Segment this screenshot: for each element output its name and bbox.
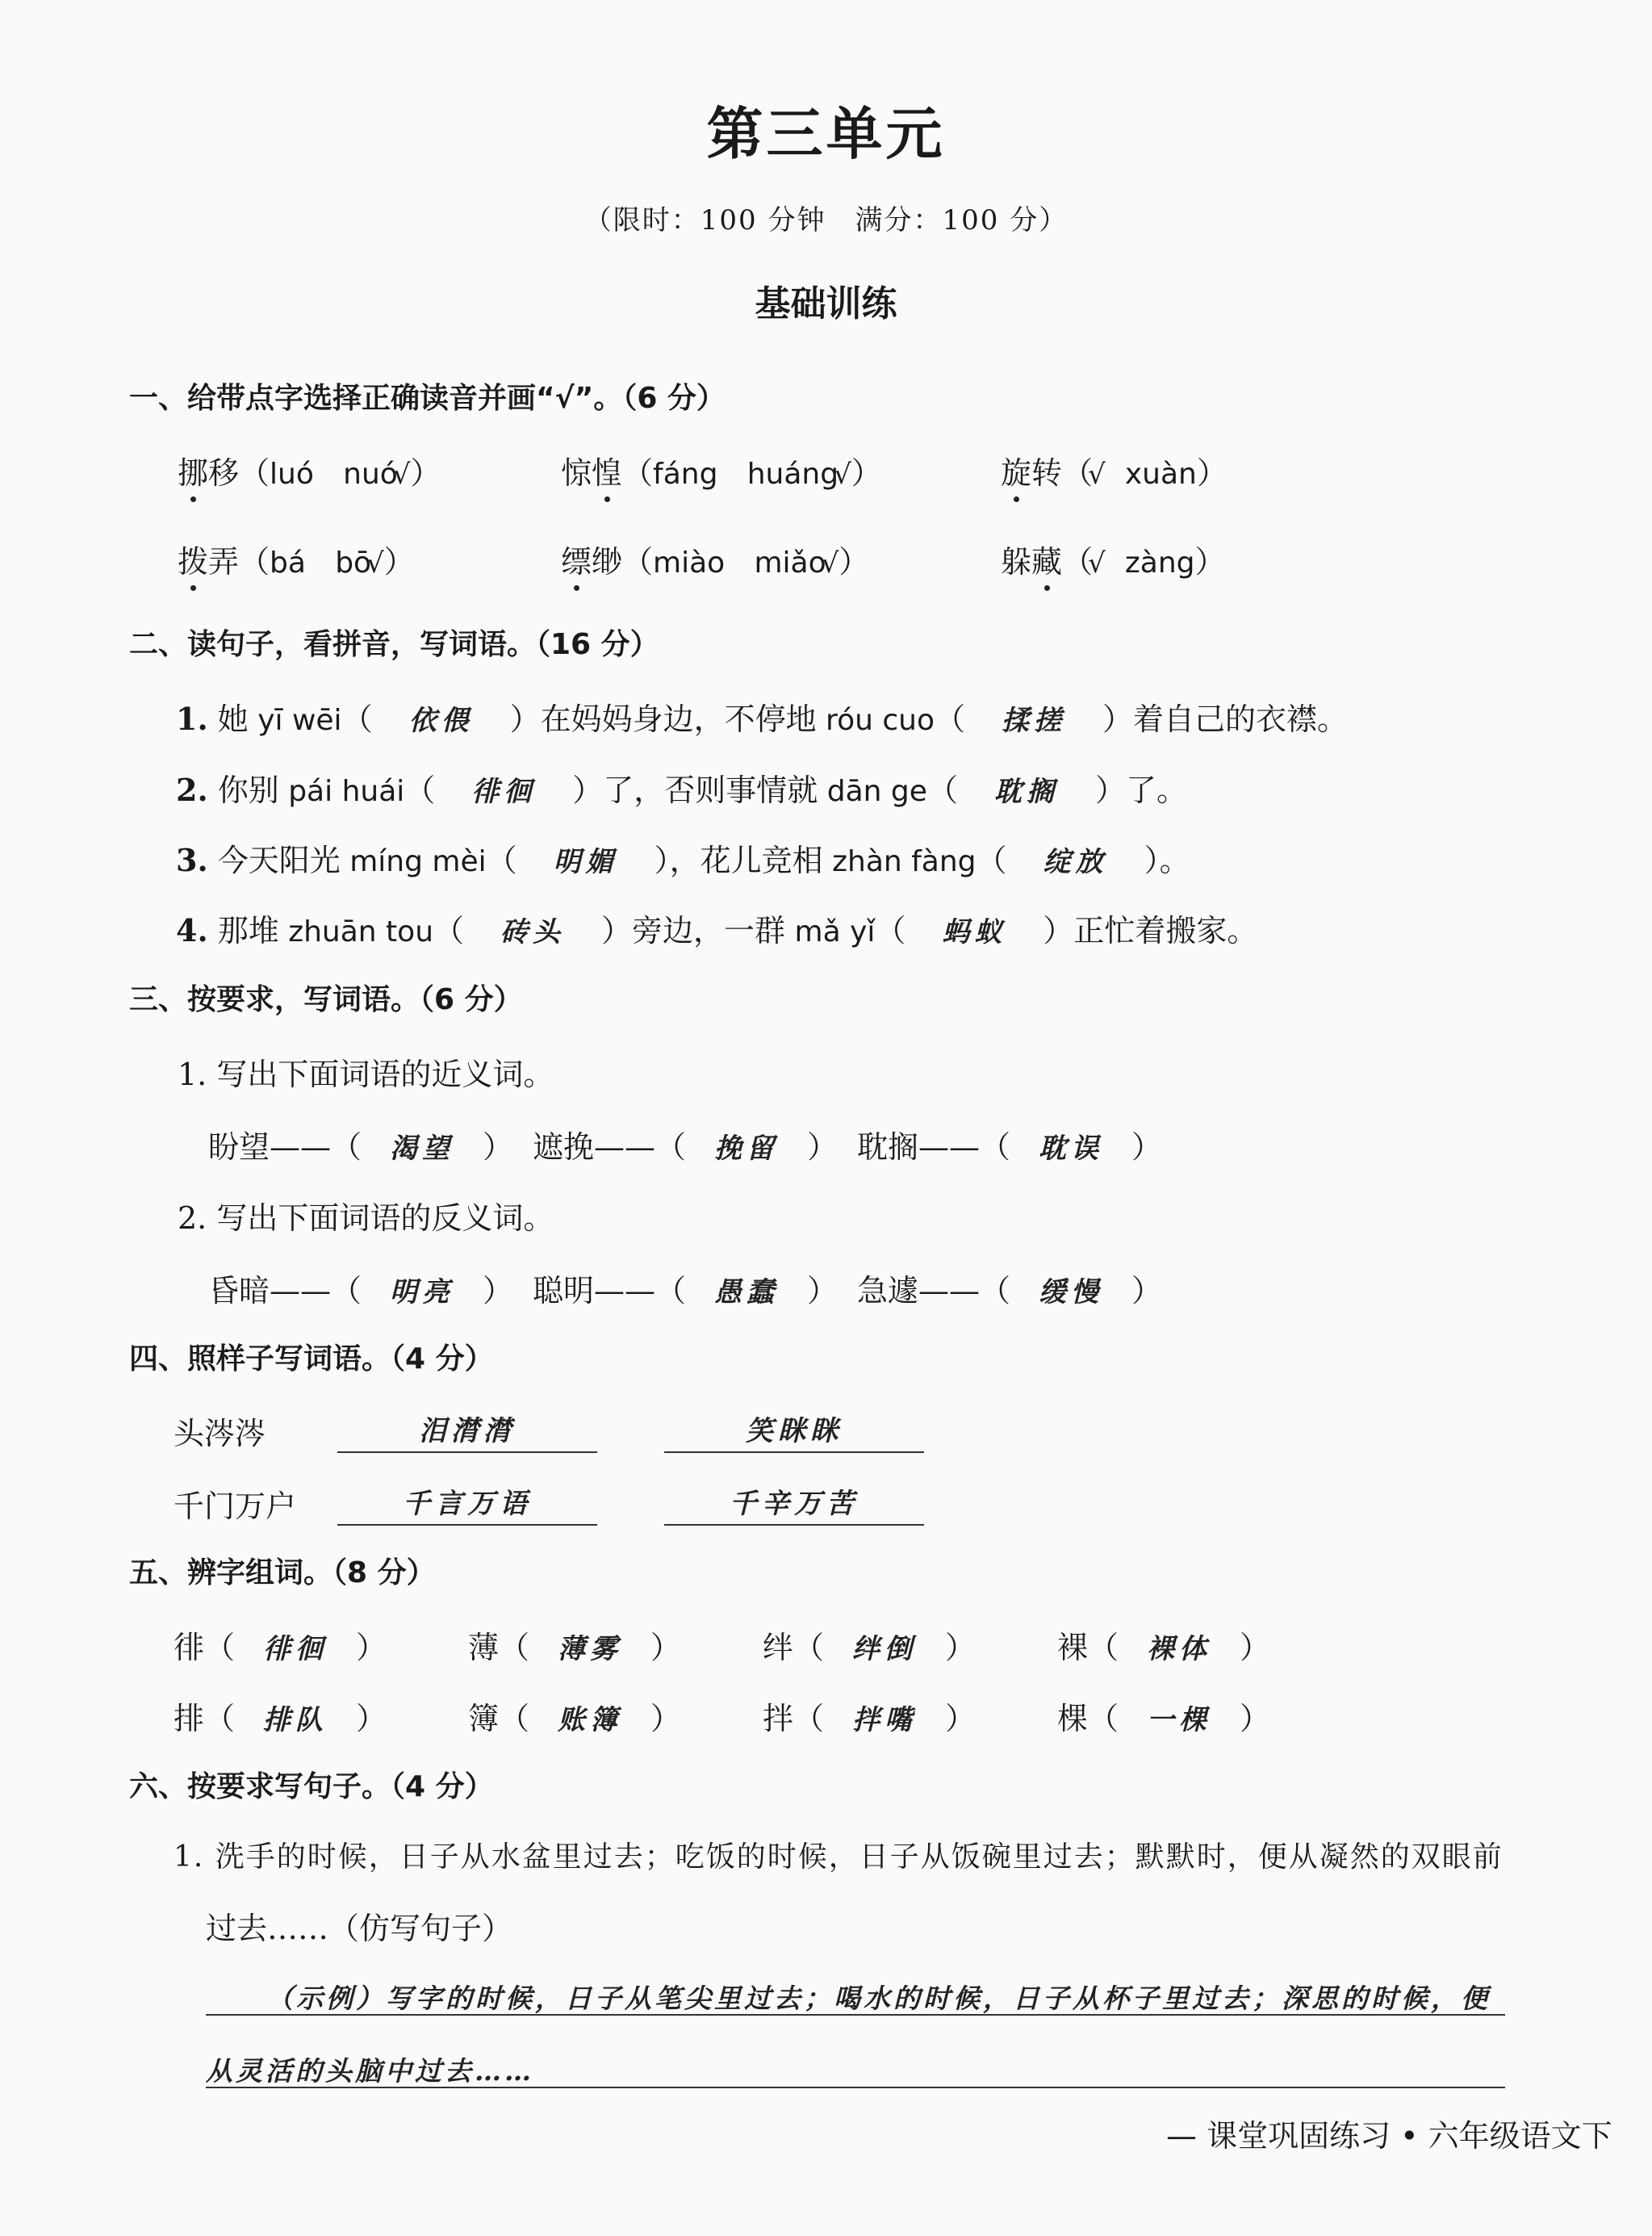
page-title: 第三单元 <box>706 100 946 167</box>
q5-paren: （ <box>499 1701 530 1736</box>
q2-pinyin: zhuān tou <box>278 915 434 948</box>
q1-char: 躲 <box>1001 544 1032 580</box>
q5-char: 徘 <box>174 1630 205 1665</box>
q5-paren: （ <box>204 1701 236 1736</box>
q5-char: 裸 <box>1057 1630 1089 1665</box>
q3-paren: ） <box>1131 1129 1163 1165</box>
q5-answer: 拌嘴 <box>852 1704 918 1736</box>
q5-paren: ） <box>945 1701 977 1736</box>
q2-text: 了，否则事情就 <box>603 773 818 808</box>
q2-text: ，花儿竞相 <box>669 843 823 878</box>
q1-char: ） <box>851 455 882 491</box>
q2-paren: （ <box>486 843 517 878</box>
q1-char: ） <box>839 544 870 580</box>
q3-answer: 缓慢 <box>1039 1276 1104 1309</box>
q2-pinyin: yī wēi <box>248 704 342 737</box>
q5-char: 薄 <box>468 1630 500 1665</box>
q2-pinyin: pái huái <box>278 775 405 808</box>
q3-pair <box>208 1266 513 1310</box>
q1-char: 缈（ <box>592 544 654 580</box>
q5-answer: 排队 <box>263 1704 328 1736</box>
q4-answer: 千言万语 <box>337 1481 597 1526</box>
q5-item <box>174 1694 387 1738</box>
section-title: 基础训练 <box>755 283 897 325</box>
q2-paren: ） <box>601 913 633 948</box>
q2-paren: （ <box>433 913 465 948</box>
q5-title: 五、辨字组词。（8 分） <box>129 1556 436 1589</box>
q1-item <box>178 448 441 492</box>
q3-sub1: 1. 写出下面词语的近义词。 <box>178 1057 554 1092</box>
answer-rule-1 <box>206 2014 1505 2016</box>
q5-paren: ） <box>650 1630 682 1665</box>
q3-pair <box>208 1122 513 1166</box>
q2-answer: 砖头 <box>500 916 566 948</box>
q4-answer: 泪潸潸 <box>337 1409 597 1453</box>
q5-item <box>763 1623 976 1667</box>
q2-pinyin: dān ge <box>818 775 927 808</box>
q5-paren: ） <box>356 1701 387 1736</box>
q6-sentence-line2: 过去……（仿写句子） <box>206 1911 513 1946</box>
q5-paren: （ <box>793 1630 825 1665</box>
q5-paren: （ <box>499 1630 530 1665</box>
q5-char: 簿 <box>468 1701 500 1736</box>
q1-option-b: nuó <box>343 458 398 491</box>
q3-paren: （ <box>980 1273 1011 1309</box>
q1-option-b: bō <box>335 546 372 580</box>
q1-dotted-char: 缥 <box>561 544 592 580</box>
q2-paren: ） <box>1102 701 1134 737</box>
q1-char: ） <box>383 544 415 580</box>
q1-option-a: fáng <box>653 458 718 491</box>
q3-paren: ） <box>483 1129 514 1165</box>
q3-word: 耽搁 <box>857 1129 919 1165</box>
q5-paren: （ <box>204 1630 236 1665</box>
check-mark: √ <box>821 547 839 580</box>
check-mark: √ <box>1088 459 1106 491</box>
q2-paren: （ <box>341 701 373 737</box>
q2-answer: 明媚 <box>553 846 618 878</box>
q1-dotted-char: 旋 <box>1001 455 1032 491</box>
q2-sentence <box>176 835 1190 880</box>
q3-dash: —— <box>270 1129 332 1165</box>
q3-paren: （ <box>655 1273 687 1309</box>
q5-answer: 绊倒 <box>852 1633 918 1665</box>
q2-number: 2. <box>176 772 208 808</box>
q3-answer: 愚蠢 <box>714 1276 780 1309</box>
q2-text: 旁边，一群 <box>632 913 786 948</box>
q2-text: 今天阳光 <box>207 843 341 878</box>
q4-answer: 千辛万苦 <box>664 1481 924 1526</box>
q3-pair <box>533 1266 838 1310</box>
q1-option-a: miào <box>653 546 726 580</box>
q3-pair <box>857 1266 1162 1310</box>
q5-char: 排 <box>174 1701 205 1736</box>
q2-number: 4. <box>176 912 208 948</box>
q2-paren: ） <box>509 701 541 737</box>
q2-paren: （ <box>404 773 436 808</box>
q1-option-a: bá <box>270 546 306 580</box>
q1-gap <box>725 544 754 580</box>
q1-option-b: huáng <box>747 458 839 491</box>
q2-pinyin: mǎ yǐ <box>785 915 876 948</box>
q5-paren: ） <box>356 1630 387 1665</box>
q2-answer: 蚂蚁 <box>942 916 1007 948</box>
q1-item <box>561 537 869 581</box>
q1-title: 一、给带点字选择正确读音并画“√”。（6 分） <box>129 382 726 415</box>
q3-pair <box>857 1122 1162 1166</box>
q5-item <box>1057 1623 1270 1667</box>
q1-char: 移（ <box>208 455 270 491</box>
q5-item <box>468 1623 681 1667</box>
q3-paren: （ <box>331 1273 362 1309</box>
check-mark: √ <box>366 547 384 580</box>
q6-answer-line1: （示例）写字的时候，日子从笔尖里过去；喝水的时候，日子从杯子里过去；深思的时候，便 <box>266 1983 1491 2014</box>
q1-gap <box>306 544 335 580</box>
q6-answer-line2: 从灵活的头脑中过去…… <box>206 2055 534 2087</box>
q4-example: 头涔涔 <box>174 1416 266 1451</box>
q5-paren: （ <box>1088 1630 1119 1665</box>
q2-text: 着自己的衣襟。 <box>1133 701 1349 737</box>
q3-dash: —— <box>918 1129 981 1165</box>
q3-answer: 挽留 <box>714 1133 780 1165</box>
q3-word: 昏暗 <box>208 1273 270 1309</box>
page-footer: — 课堂巩固练习 • 六年级语文下 <box>1166 2118 1612 2154</box>
q3-paren: ） <box>807 1273 839 1309</box>
q6-sentence-line1: 1. 洗手的时候，日子从水盆里过去；吃饭的时候，日子从饭碗里过去；默默时，便从凝然的双眼前 <box>174 1840 1504 1874</box>
q3-paren: ） <box>807 1129 839 1165</box>
q1-char: 转（ <box>1031 455 1094 491</box>
q5-paren: ） <box>1240 1630 1271 1665</box>
q2-sentence <box>176 694 1348 739</box>
q1-option-b: miǎo <box>754 546 826 580</box>
check-mark: √ <box>834 459 851 491</box>
q5-answer: 账簿 <box>558 1704 623 1736</box>
q3-dash: —— <box>918 1273 981 1309</box>
q5-item <box>1057 1694 1270 1738</box>
q1-option-b: xuàn <box>1124 458 1197 491</box>
q2-paren: （ <box>976 843 1007 878</box>
q1-item <box>178 537 415 581</box>
q2-paren: （ <box>926 773 958 808</box>
q2-paren: ） <box>1043 913 1074 948</box>
check-mark: √ <box>1088 547 1106 580</box>
q5-char: 棵 <box>1057 1701 1089 1736</box>
q2-text: 。 <box>1159 843 1190 878</box>
q1-gap <box>314 455 343 491</box>
q1-dotted-char: 挪 <box>178 455 209 491</box>
q5-answer: 徘徊 <box>263 1633 328 1665</box>
q2-number: 1. <box>176 701 208 737</box>
q3-sub2: 2. 写出下面词语的反义词。 <box>178 1200 554 1236</box>
q2-text: 你别 <box>207 773 279 808</box>
q1-dotted-char: 藏 <box>1031 544 1063 580</box>
q1-gap <box>717 455 747 491</box>
q2-answer: 耽搁 <box>993 776 1059 808</box>
q2-sentence <box>176 765 1187 810</box>
q3-pair <box>533 1122 838 1166</box>
q1-char: 惊 <box>561 455 592 491</box>
q2-paren: ） <box>572 773 604 808</box>
q5-item <box>174 1623 387 1667</box>
check-mark: √ <box>392 459 411 491</box>
q1-gap <box>1106 544 1125 580</box>
q3-word: 急遽 <box>857 1273 919 1309</box>
q2-pinyin: míng mèi <box>340 845 487 878</box>
q5-answer: 薄雾 <box>558 1633 623 1665</box>
q1-char: ） <box>1196 455 1227 491</box>
q3-paren: （ <box>655 1129 687 1165</box>
q3-answer: 明亮 <box>390 1276 455 1309</box>
q1-dotted-char: 惶 <box>592 455 623 491</box>
q3-dash: —— <box>594 1273 656 1309</box>
q5-paren: （ <box>793 1701 825 1736</box>
q4-example: 千门万户 <box>174 1489 297 1524</box>
q2-title: 二、读句子，看拼音，写词语。（16 分） <box>129 628 659 661</box>
q2-answer: 依偎 <box>408 705 474 737</box>
q5-item <box>763 1694 976 1738</box>
q5-char: 绊 <box>763 1630 794 1665</box>
q3-answer: 耽误 <box>1039 1133 1104 1165</box>
q1-gap <box>1106 455 1125 491</box>
q2-text: 那堆 <box>207 913 279 948</box>
q5-paren: ） <box>1240 1701 1271 1736</box>
answer-rule-2 <box>206 2087 1505 2088</box>
q1-item <box>1001 537 1226 581</box>
q2-answer: 徘徊 <box>471 776 537 808</box>
q2-paren: （ <box>875 913 906 948</box>
q3-paren: （ <box>980 1129 1011 1165</box>
q2-sentence <box>176 906 1257 950</box>
q3-word: 盼望 <box>208 1129 270 1165</box>
q2-text: 正忙着搬家。 <box>1073 913 1258 948</box>
q1-option-a: luó <box>270 458 314 491</box>
q1-char: （ <box>622 455 654 491</box>
q2-pinyin: róu cuo <box>816 704 935 737</box>
q3-dash: —— <box>270 1273 332 1309</box>
q5-paren: ） <box>945 1630 977 1665</box>
q2-text: 在妈妈身边，不停地 <box>540 701 817 737</box>
page-subtitle: （限时：100 分钟 满分：100 分） <box>583 204 1069 237</box>
q5-answer: 裸体 <box>1147 1633 1212 1665</box>
q4-title: 四、照样子写词语。（4 分） <box>129 1342 494 1376</box>
q2-text: 她 <box>207 701 249 737</box>
q3-paren: ） <box>483 1273 514 1309</box>
q2-pinyin: zhàn fàng <box>822 845 977 878</box>
q1-char: ） <box>1194 544 1226 580</box>
q5-item <box>468 1694 681 1738</box>
q6-title: 六、按要求写句子。（4 分） <box>129 1770 494 1803</box>
q3-word: 聪明 <box>533 1273 595 1309</box>
q2-paren: （ <box>934 701 965 737</box>
q3-paren: ） <box>1131 1273 1163 1309</box>
q2-number: 3. <box>176 842 208 878</box>
q1-option-b: zàng <box>1124 546 1195 580</box>
q5-answer: 一棵 <box>1147 1704 1212 1736</box>
q1-item <box>561 448 882 492</box>
q3-word: 遮挽 <box>533 1129 595 1165</box>
q5-paren: ） <box>650 1701 682 1736</box>
q1-char: ） <box>410 455 441 491</box>
q5-char: 拌 <box>763 1701 794 1736</box>
q2-paren: ） <box>654 843 670 878</box>
q2-answer: 揉搓 <box>1002 705 1066 737</box>
q5-paren: （ <box>1088 1701 1119 1736</box>
q1-char: （ <box>1062 544 1094 580</box>
q2-paren: ） <box>1094 773 1126 808</box>
q3-answer: 渴望 <box>390 1133 455 1165</box>
q3-paren: （ <box>331 1129 362 1165</box>
q3-dash: —— <box>594 1129 656 1165</box>
q1-item <box>1001 448 1227 492</box>
q4-answer: 笑眯眯 <box>664 1409 924 1453</box>
q3-title: 三、按要求，写词语。（6 分） <box>129 983 523 1016</box>
q2-paren: ） <box>1144 843 1160 878</box>
q1-char: 弄（ <box>208 544 270 580</box>
q2-text: 了。 <box>1125 773 1187 808</box>
q1-dotted-char: 拨 <box>178 544 209 580</box>
q2-answer: 绽放 <box>1043 846 1108 878</box>
